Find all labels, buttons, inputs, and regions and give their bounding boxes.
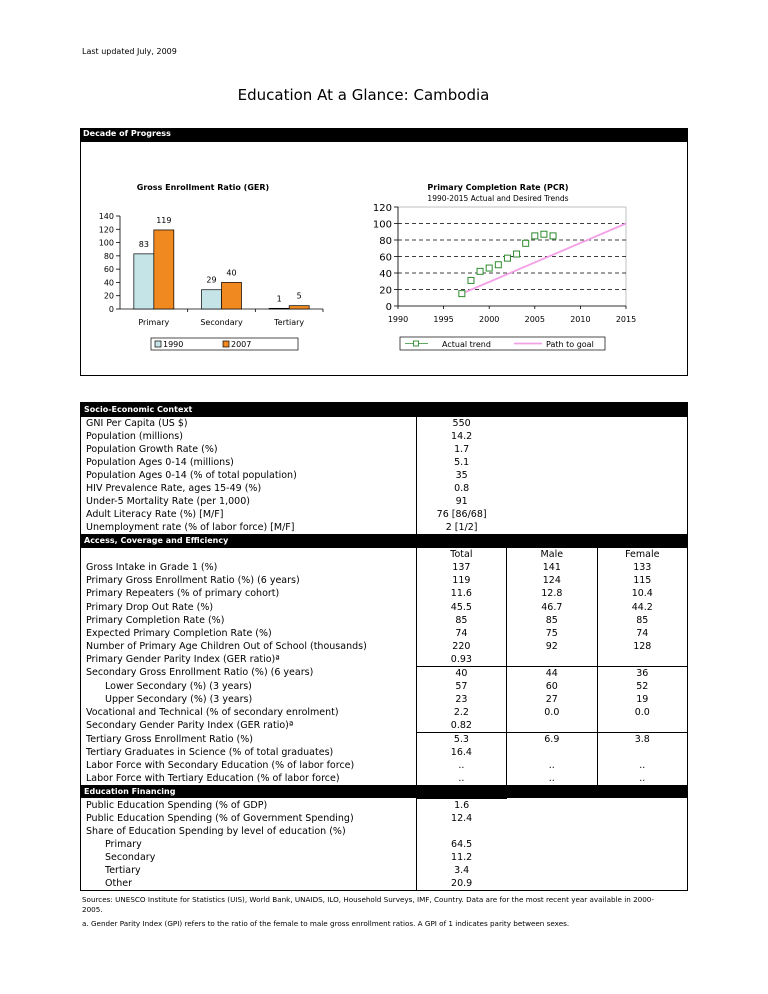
pcr-legend-actual-marker [414,341,419,346]
table-row [81,693,688,706]
table-row [81,587,688,600]
row-male: 44 [507,666,597,680]
table-row [81,798,688,812]
pcr-actual-point [459,291,465,297]
table-row [81,443,688,456]
row-label: Secondary Gender Parity Index (GER ratio)ª [86,720,294,732]
access-heading [81,534,688,548]
row-label: Labor Force with Tertiary Education (% of labor force) [86,772,340,784]
ger-x-tick-label: Primary [138,318,170,327]
row-label: Primary Gross Enrollment Ratio (%) (6 years) [86,575,300,587]
table-row [81,574,688,587]
ger-data-label: 40 [226,268,237,278]
row-label: Labor Force with Secondary Education (% of labor force) [86,759,355,771]
table-row [81,627,688,640]
table-row [81,864,688,877]
table-row [81,456,688,469]
table-row [81,666,688,680]
row-label: Population (millions) [86,431,183,443]
row-female: 85 [597,614,687,627]
row-label: GNI Per Capita (US $) [86,417,188,429]
pcr-y-tick-label: 100 [372,219,392,231]
ger-y-tick-label: 140 [98,212,114,221]
pcr-x-tick-label: 1990 [387,315,409,324]
row-female: 3.8 [597,732,687,746]
ger-y-tick-label: 0 [108,305,114,314]
row-total: 23 [416,693,506,706]
row-spacer [507,864,688,877]
ger-bar [154,230,174,309]
row-total: 119 [416,574,506,587]
row-spacer [507,469,688,482]
table-row [81,653,688,667]
row-male: 141 [507,561,597,574]
row-male: 12.8 [507,587,597,600]
row-label: Share of Education Spending by level of education (%) [86,826,346,838]
table-row [81,508,688,521]
row-female [597,719,687,733]
row-label: Primary Drop Out Rate (%) [86,601,214,613]
row-spacer [507,443,688,456]
ger-data-label: 119 [156,215,172,225]
row-male [507,653,597,667]
row-value: 35 [416,469,506,482]
table-row [81,825,688,838]
row-male [507,746,597,759]
row-value: 5.1 [416,456,506,469]
row-total: 5.3 [416,732,506,746]
pcr-legend-goal-label: Path to goal [546,340,594,349]
table-row [81,430,688,443]
table-row [81,417,688,431]
row-female: 74 [597,627,687,640]
col-total: Total [416,548,506,562]
financing-heading [81,785,688,799]
row-value: 20.9 [416,877,506,891]
row-female: 44.2 [597,601,687,614]
pcr-actual-point [541,231,547,237]
row-label: Primary [105,839,142,851]
row-female: 52 [597,680,687,693]
table-row [81,706,688,719]
pcr-actual-point [495,262,501,268]
row-value: 11.2 [416,851,506,864]
row-label: Expected Primary Completion Rate (%) [86,627,272,639]
pcr-legend [400,337,605,350]
row-male: 6.9 [507,732,597,746]
table-row [81,719,688,733]
row-female: .. [597,759,687,772]
ger-bar [289,306,309,309]
row-label: Lower Secondary (%) (3 years) [105,680,252,692]
row-label: Number of Primary Age Children Out of School (thousands) [86,640,367,652]
financing-heading-label: Education Financing [81,785,688,799]
row-value: 12.4 [416,812,506,825]
table-row [81,601,688,614]
row-label: Tertiary Gross Enrollment Ratio (%) [86,733,253,745]
pcr-x-tick-label: 2015 [615,315,637,324]
pcr-actual-point [504,255,510,261]
row-label: Vocational and Technical (% of secondary enrolment) [86,706,339,718]
sources-note: Sources: UNESCO Institute for Statistics (UIS), World Bank, UNAIDS, ILO, Household Surveys, IMF, Country. Data are for the most recent year available in 2000-2005. [82,895,654,914]
row-total: 0.93 [416,653,506,667]
ger-chart-title: Gross Enrollment Ratio (GER) [136,183,270,192]
row-male [507,719,597,733]
row-male: 0.0 [507,706,597,719]
column-header-row [81,548,688,562]
row-female: 0.0 [597,706,687,719]
row-label: Secondary [105,852,156,864]
row-label: Population Ages 0-14 (millions) [86,457,234,469]
row-label: Under-5 Mortality Rate (per 1,000) [86,496,250,508]
ger-bar [202,290,222,309]
pcr-actual-point [532,233,538,239]
row-value: 76 [86/68] [416,508,506,521]
row-female: 115 [597,574,687,587]
row-female: 36 [597,666,687,680]
row-label: Public Education Spending (% of Government Spending) [86,813,354,824]
ger-bar [222,282,242,309]
row-male: 124 [507,574,597,587]
decade-heading: Decade of Progress [80,128,688,142]
row-spacer [507,812,688,825]
row-value: 0.8 [416,482,506,495]
pcr-actual-point [477,268,483,274]
row-female: 128 [597,640,687,653]
row-total: .. [416,759,506,772]
table-row [81,812,688,825]
row-spacer [507,417,688,431]
row-label: Secondary Gross Enrollment Ratio (%) (6 years) [86,667,314,679]
row-value: 2 [1/2] [416,521,506,534]
row-label: Primary Gender Parity Index (GER ratio)ª [86,653,280,665]
pcr-chart-subtitle: 1990-2015 Actual and Desired Trends [427,194,569,203]
table-row [81,746,688,759]
row-total: 2.2 [416,706,506,719]
row-label: Adult Literacy Rate (%) [M/F] [86,509,224,521]
row-male: 75 [507,627,597,640]
row-male: 85 [507,614,597,627]
row-label: Tertiary Graduates in Science (% of total graduates) [86,746,334,758]
table-row [81,877,688,891]
ger-chart [80,175,380,360]
row-total: 40 [416,666,506,680]
ger-legend-swatch [155,341,161,347]
row-spacer [507,838,688,851]
ger-y-tick-label: 120 [98,225,114,235]
ger-y-tick-label: 20 [103,291,114,301]
table-row [81,640,688,653]
ger-legend-swatch [223,341,229,347]
row-spacer [507,521,688,534]
row-female: 10.4 [597,587,687,600]
row-value [416,825,506,838]
table-row [81,680,688,693]
row-male: 92 [507,640,597,653]
pcr-actual-point [523,240,529,246]
row-label: Primary Completion Rate (%) [86,614,225,626]
table-row [81,482,688,495]
ger-y-tick-label: 60 [103,265,114,275]
table-row [81,614,688,627]
socio-economic-heading-label: Socio-Economic Context [81,403,688,417]
table-row [81,759,688,772]
row-total: 57 [416,680,506,693]
row-male: 27 [507,693,597,706]
row-total: 74 [416,627,506,640]
row-value: 1.6 [416,798,506,812]
pcr-y-tick-label: 40 [379,269,392,280]
row-total: 85 [416,614,506,627]
row-spacer [507,851,688,864]
socio-economic-heading [81,403,688,417]
ger-y-tick-label: 100 [98,238,114,248]
pcr-y-tick-label: 120 [372,203,392,214]
ger-data-label: 5 [296,291,302,301]
ger-bar [269,308,289,309]
pcr-actual-point [468,277,474,283]
table-row [81,561,688,574]
pcr-actual-point [514,251,520,257]
row-value: 550 [416,417,506,431]
gpi-footnote: a. Gender Parity Index (GPI) refers to the ratio of the female to male gross enrollment ratios. A GPI of 1 indicates parity between sexes. [82,919,570,928]
row-spacer [507,508,688,521]
ger-legend [151,338,298,350]
col-female: Female [597,548,687,562]
row-label: Primary Repeaters (% of primary cohort) [86,588,280,600]
pcr-y-tick-label: 20 [379,285,392,297]
row-spacer [507,877,688,891]
pcr-actual-point [550,233,556,239]
row-label: Other [105,878,132,890]
table-row [81,851,688,864]
row-female: .. [597,772,687,785]
row-label: Public Education Spending (% of GDP) [86,799,268,811]
pcr-y-tick-label: 0 [385,302,392,313]
row-female: 19 [597,693,687,706]
row-spacer [507,798,688,812]
pcr-x-tick-label: 2010 [570,315,591,324]
ger-data-label: 29 [206,275,217,285]
row-female [597,653,687,667]
row-male: 46.7 [507,601,597,614]
ger-x-tick-label: Secondary [200,318,243,327]
row-value: 64.5 [416,838,506,851]
table-row [81,772,688,785]
row-spacer [507,430,688,443]
pcr-x-tick-label: 1995 [433,315,454,324]
row-label: Unemployment rate (% of labor force) [M/F] [86,522,295,534]
row-spacer [507,482,688,495]
pcr-chart [372,175,680,360]
table-row [81,495,688,508]
row-label: Population Growth Rate (%) [86,444,218,456]
row-spacer [507,456,688,469]
row-female: 133 [597,561,687,574]
ger-y-tick-label: 80 [103,251,114,261]
row-label: Gross Intake in Grade 1 (%) [86,562,218,574]
row-label: Population Ages 0-14 (% of total population) [86,470,297,482]
pcr-legend-actual-label: Actual trend [442,340,491,349]
table-row [81,521,688,534]
col-male: Male [507,548,597,562]
row-male: .. [507,772,597,785]
ger-legend-label: 1990 [163,340,184,349]
row-label: HIV Prevalence Rate, ages 15-49 (%) [86,483,262,495]
page-title: Education At a Glance: Cambodia [237,86,490,104]
access-heading-label: Access, Coverage and Efficiency [81,534,688,548]
row-value: 1.7 [416,443,506,456]
row-label: Tertiary [105,865,141,877]
pcr-chart-title: Primary Completion Rate (PCR) [427,183,569,192]
row-total: 220 [416,640,506,653]
table-row [81,838,688,851]
row-value: 3.4 [416,864,506,877]
row-male: 60 [507,680,597,693]
row-total: 0.82 [416,719,506,733]
pcr-y-tick-label: 80 [379,236,392,247]
row-male: .. [507,759,597,772]
row-total: 137 [416,561,506,574]
ger-data-label: 1 [276,294,282,304]
row-total: 45.5 [416,601,506,614]
ger-data-label: 83 [138,239,149,249]
row-label [81,548,417,562]
indicators-table [80,402,688,891]
ger-x-tick-label: Tertiary [274,318,305,327]
table-row [81,469,688,482]
row-label: Upper Secondary (%) (3 years) [105,693,253,705]
ger-y-tick-label: 40 [103,278,114,288]
table-row [81,732,688,746]
row-total: 11.6 [416,587,506,600]
pcr-y-tick-label: 60 [379,252,392,264]
row-spacer [507,825,688,838]
pcr-x-tick-label: 2005 [524,315,545,324]
ger-bar [134,254,154,309]
ger-legend-label: 2007 [231,340,252,349]
row-female [597,746,687,759]
row-total: .. [416,772,506,785]
row-total: 16.4 [416,746,506,759]
last-updated: Last updated July, 2009 [82,47,177,56]
pcr-x-tick-label: 2000 [479,315,500,324]
pcr-actual-point [486,265,492,271]
row-value: 14.2 [416,430,506,443]
row-spacer [507,495,688,508]
row-value: 91 [416,495,506,508]
